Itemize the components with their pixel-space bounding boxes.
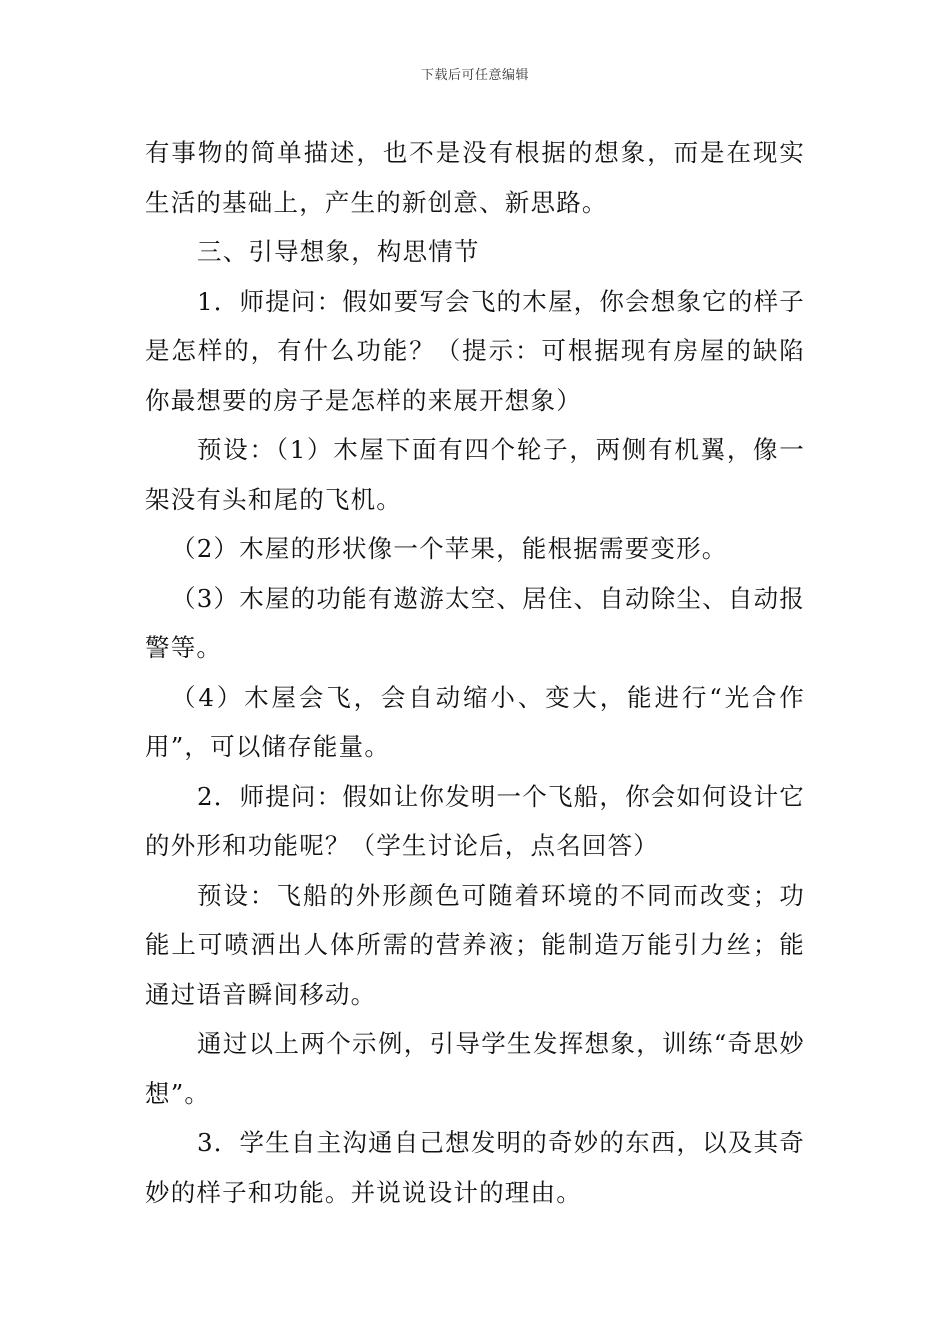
page-header: 下载后可任意编辑 (420, 68, 529, 83)
paragraph: （3）木屋的功能有遨游太空、居住、自动除尘、自动报警等。 (145, 583, 805, 662)
paragraph: 3．学生自主沟通自己想发明的奇妙的东西，以及其奇妙的样子和功能。并说说设计的理由。 (145, 1128, 805, 1207)
paragraph: 2．师提问：假如让你发明一个飞船，你会如何设计它的外形和功能呢？（学生讨论后，点名回答） (145, 781, 805, 860)
paragraph: （2）木屋的形状像一个苹果，能根据需要变形。 (171, 534, 728, 563)
paragraph: 通过以上两个示例，引导学生发挥想象，训练“奇思妙想”。 (145, 1029, 805, 1108)
section-heading: 三、引导想象，构思情节 (197, 237, 480, 266)
paragraph: 有事物的简单描述，也不是没有根据的想象，而是在现实生活的基础上，产生的新创意、新思路。 (145, 138, 805, 217)
document-body (145, 128, 805, 1217)
paragraph: 1．师提问：假如要写会飞的木屋，你会想象它的样子是怎样的，有什么功能？（提示：可根据现有房屋的缺陷你最想要的房子是怎样的来展开想象） (145, 286, 805, 415)
paragraph: 预设：（1）木屋下面有四个轮子，两侧有机翼，像一架没有头和尾的飞机。 (145, 435, 805, 514)
paragraph: （4）木屋会飞，会自动缩小、变大，能进行“光合作用”，可以储存能量。 (145, 682, 805, 761)
paragraph: 预设：飞船的外形颜色可随着环境的不同而改变；功能上可喷洒出人体所需的营养液；能制造万能引力丝；能通过语音瞬间移动。 (145, 880, 805, 1009)
